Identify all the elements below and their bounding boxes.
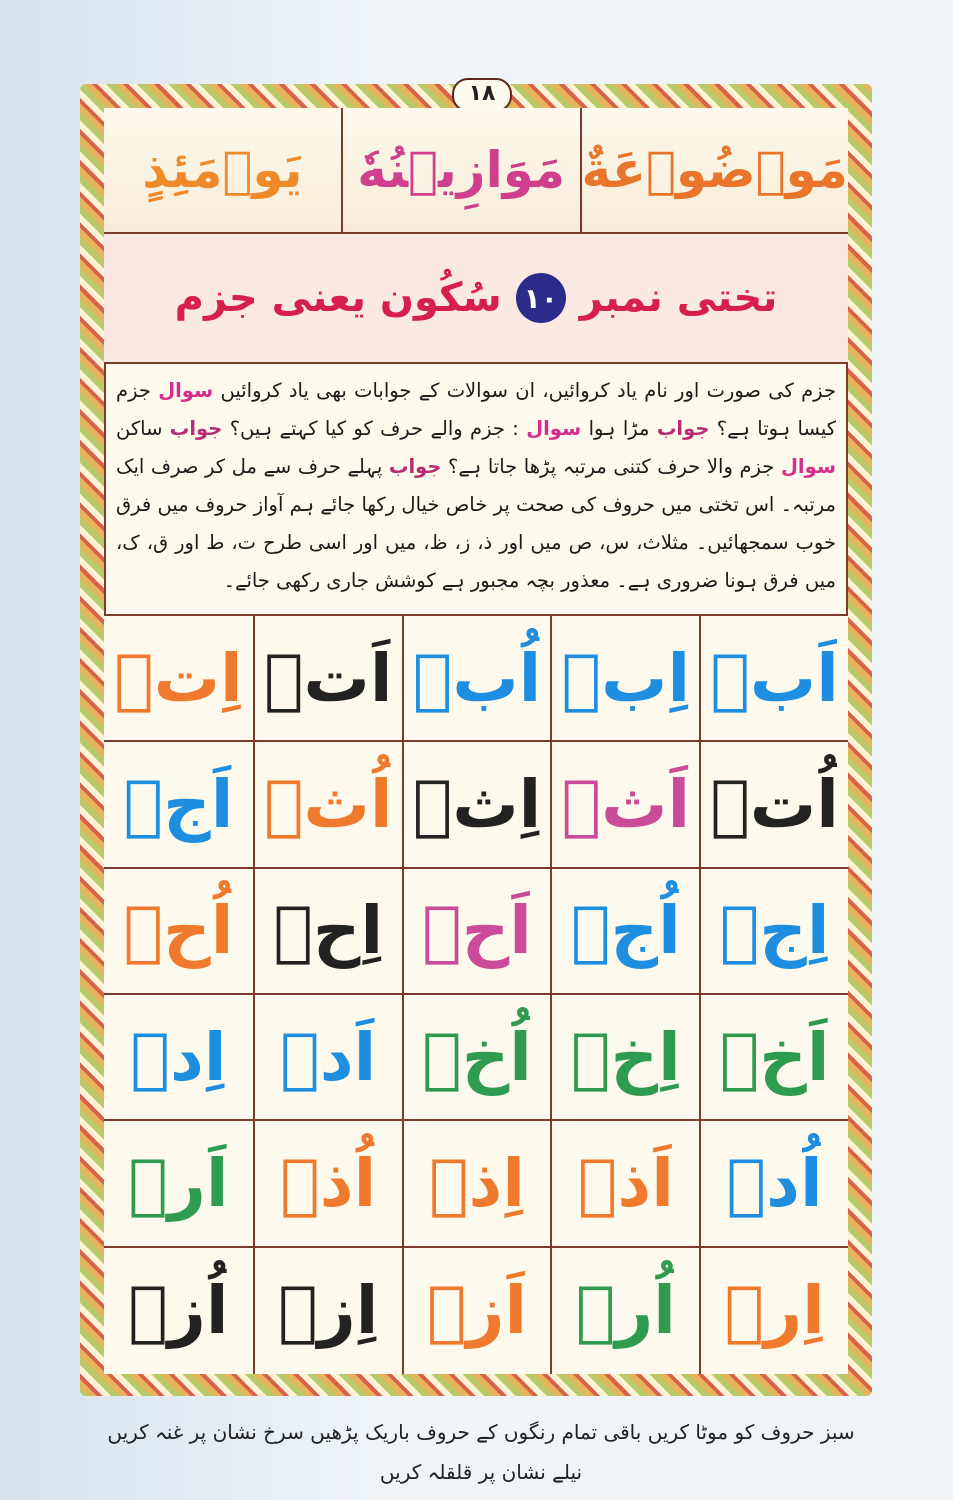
title-suffix: سُکُون یعنی جزم bbox=[174, 275, 502, 321]
letter-cell: اُدۡ bbox=[699, 1121, 848, 1247]
instructions-paragraph bbox=[116, 372, 836, 608]
letter-cell: اُبۡ bbox=[402, 616, 551, 742]
header-word-3: یَوۡمَئِذٍ bbox=[142, 141, 303, 199]
instruction-text: جزم کیسا ہوتا ہے؟ bbox=[116, 379, 836, 440]
lesson-number-badge: ١٠ bbox=[516, 273, 566, 323]
letter-cell: اِرۡ bbox=[699, 1248, 848, 1374]
letter-cell: اَجۡ bbox=[104, 742, 253, 868]
letter-cell: اِحۡ bbox=[253, 869, 402, 995]
instruction-text: پہلے حرف سے مل کر صرف ایک مرتبہ۔ اس تختی میں حروف کی صحت پر خاص خیال رکھا جائے ہم آواز حروف میں فرق خوب سمجھائیں۔ مثلاث، س، ص میں اور ذ، ز، ظ، میں اور اسی طرح ت، ط اور ق، ک، میں فرق ہونا ضروری ہے۔ معذور بچہ مجبور ہے کوشش جاری رکھی جائے۔ bbox=[116, 455, 836, 592]
instruction-text: ساکن bbox=[116, 417, 163, 440]
letter-cell: اَزۡ bbox=[402, 1248, 551, 1374]
letter-cell: اُذۡ bbox=[253, 1121, 402, 1247]
letter-cell: اِتۡ bbox=[104, 616, 253, 742]
answer-label: جواب bbox=[656, 417, 710, 440]
instruction-text: جزم والا حرف کتنی مرتبہ پڑھا جاتا ہے؟ bbox=[448, 455, 775, 478]
instruction-text: جزم کی صورت اور نام یاد کروائیں، ان سوالات کے جوابات بھی یاد کروائیں bbox=[220, 379, 836, 402]
page-number: ۱۸ bbox=[452, 78, 512, 112]
letter-grid bbox=[104, 614, 848, 1374]
header-word-1: مَوۡضُوۡعَةٌ bbox=[580, 108, 848, 232]
letter-cell: اُرۡ bbox=[550, 1248, 699, 1374]
letter-cell: اُتۡ bbox=[699, 742, 848, 868]
question-label: سوال bbox=[780, 455, 836, 478]
letter-cell: اُخۡ bbox=[402, 995, 551, 1121]
title-prefix: تختی نمبر bbox=[579, 275, 778, 321]
letter-cell: اُجۡ bbox=[550, 869, 699, 995]
letter-cell: اَحۡ bbox=[402, 869, 551, 995]
letter-cell: اُثۡ bbox=[253, 742, 402, 868]
letter-cell: اُحۡ bbox=[104, 869, 253, 995]
letter-cell: اَبۡ bbox=[699, 616, 848, 742]
letter-cell: اَدۡ bbox=[253, 995, 402, 1121]
letter-cell: اِثۡ bbox=[402, 742, 551, 868]
answer-label: جواب bbox=[388, 455, 442, 478]
letter-cell: اِجۡ bbox=[699, 869, 848, 995]
letter-cell: اِخۡ bbox=[550, 995, 699, 1121]
letter-cell: اَرۡ bbox=[104, 1121, 253, 1247]
instruction-text: مڑا ہوا bbox=[588, 417, 650, 440]
letter-cell: اَتۡ bbox=[253, 616, 402, 742]
letter-cell: اِدۡ bbox=[104, 995, 253, 1121]
letter-cell: اَثۡ bbox=[550, 742, 699, 868]
footer-note: سبز حروف کو موٹا کریں باقی تمام رنگوں کے حروف باریک پڑھیں سرخ نشان پر غنہ کریں نیلے نشان پر قلقلہ کریں bbox=[107, 1420, 855, 1484]
letter-cell: اَذۡ bbox=[550, 1121, 699, 1247]
lesson-title bbox=[104, 234, 848, 364]
letter-cell: اِزۡ bbox=[253, 1248, 402, 1374]
letter-cell: اَخۡ bbox=[699, 995, 848, 1121]
letter-cell: اُزۡ bbox=[128, 1272, 229, 1350]
header-words-row bbox=[104, 108, 848, 234]
question-label: سوال bbox=[526, 417, 582, 440]
question-label: سوال bbox=[158, 379, 214, 402]
instruction-text: : جزم والے حرف کو کیا کہتے ہیں؟ bbox=[229, 417, 519, 440]
answer-label: جواب bbox=[169, 417, 223, 440]
header-word-2: مَوَازِیۡنُهٗ bbox=[341, 108, 580, 232]
letter-cell: اِبۡ bbox=[550, 616, 699, 742]
letter-cell: اِذۡ bbox=[402, 1121, 551, 1247]
